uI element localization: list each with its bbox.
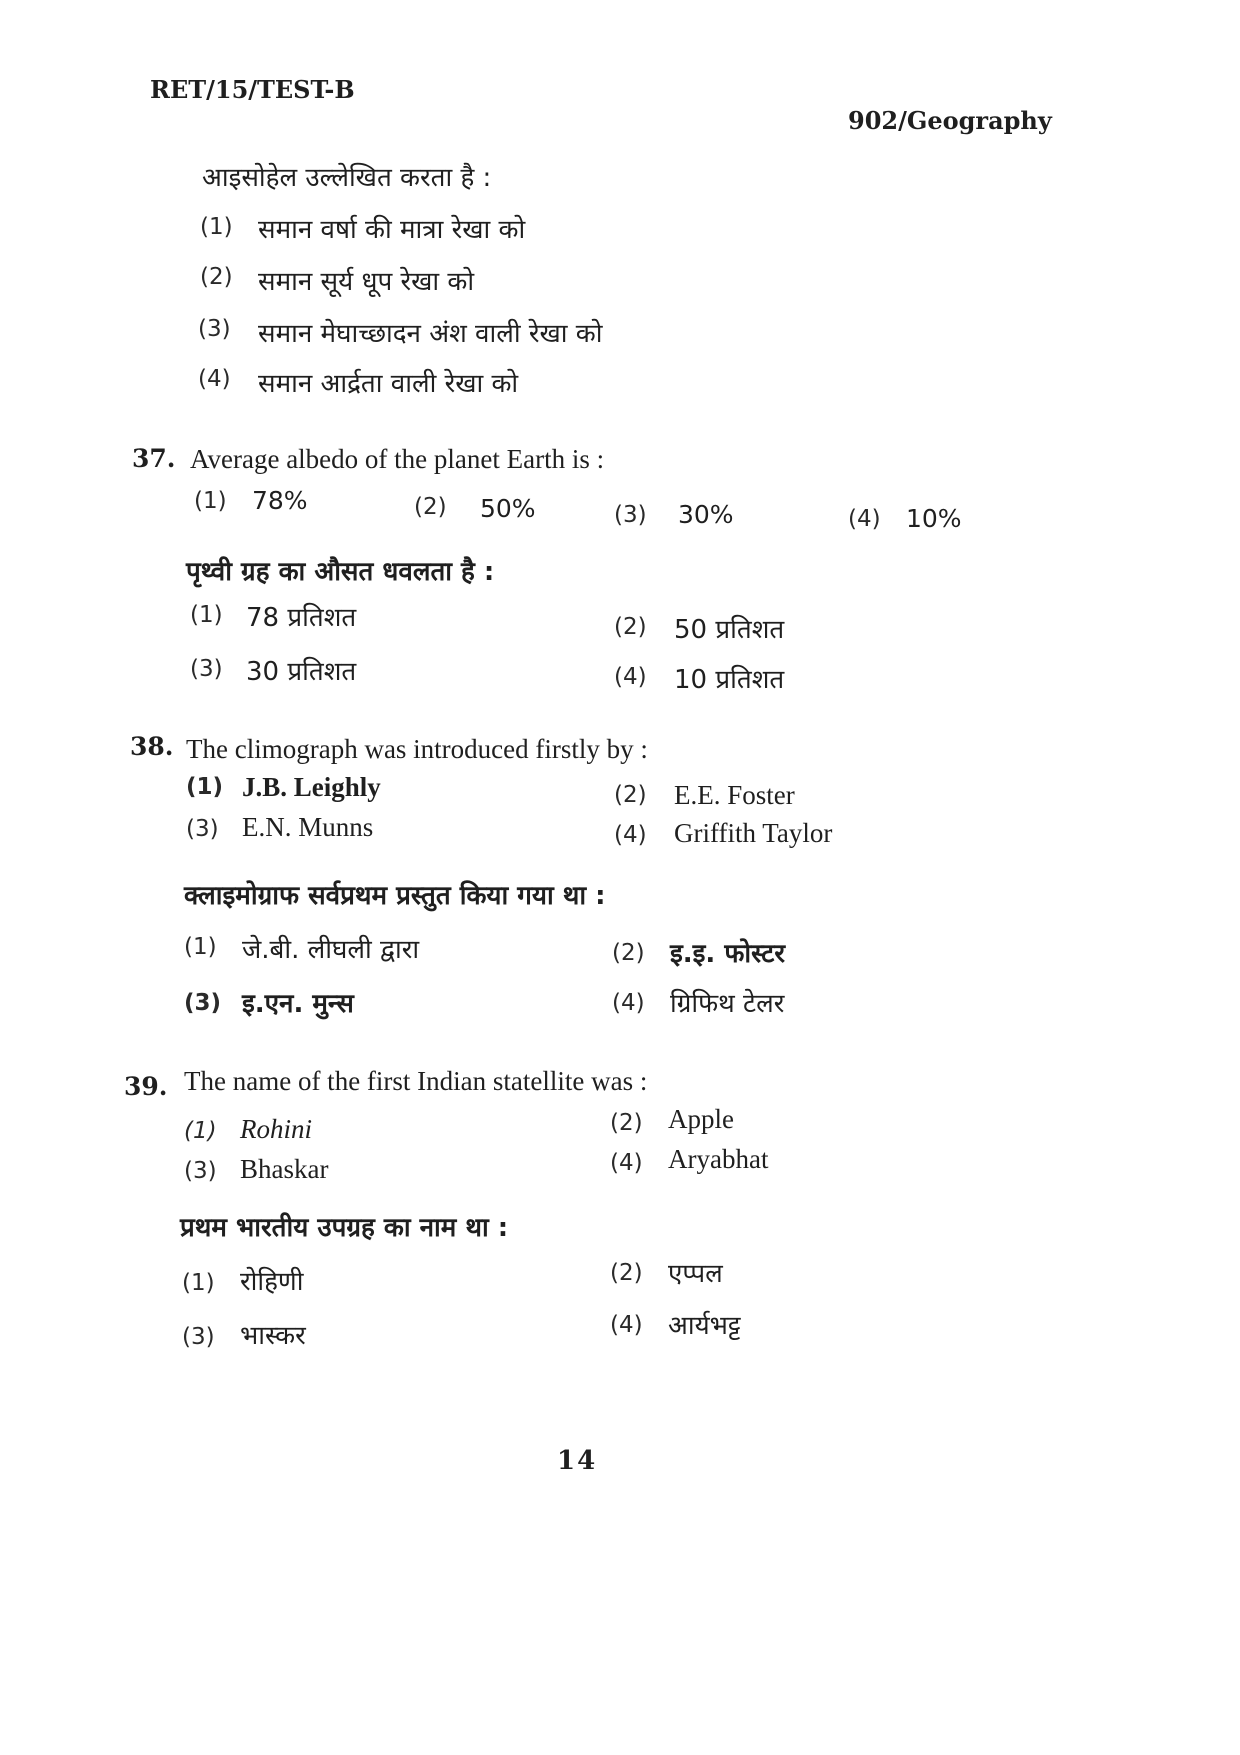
q39-hindi-option-3-number: (3) (182, 1324, 215, 1350)
q37-hindi-option-3-number: (3) (190, 656, 223, 682)
q37-option-1-text: 78% (252, 486, 308, 515)
q36-hindi-option-1-number: (1) (200, 214, 233, 240)
q37-hindi-option-3-text: 30 प्रतिशत (246, 657, 357, 687)
q38-option-3-number: (3) (186, 816, 219, 842)
q39-hindi-option-4-number: (4) (610, 1312, 643, 1338)
q38-hindi-option-3-number: (3) (184, 990, 222, 1016)
q39-option-1-text: Rohini (240, 1114, 312, 1144)
q37-number: 37. (132, 444, 176, 473)
q39-hindi-option-4-text: आर्यभट्ट (668, 1311, 741, 1341)
q37-hindi-option-2-text: 50 प्रतिशत (674, 615, 785, 645)
q39-option-4-text: Aryabhat (668, 1144, 769, 1174)
q38-hindi-option-2-text: इ.इ. फोस्टर (670, 939, 785, 969)
q39-number: 39. (124, 1072, 168, 1101)
q38-option-3-text: E.N. Munns (242, 812, 374, 842)
q36-hindi-option-4-text: समान आर्द्रता वाली रेखा को (258, 369, 519, 399)
q38-hindi-option-3-text: इ.एन. मुन्स (242, 989, 354, 1019)
q36-hindi-option-2-text: समान सूर्य धूप रेखा को (258, 267, 475, 297)
q39-hindi-option-1-number: (1) (182, 1270, 215, 1296)
q39-hindi-option-3-text: भास्कर (240, 1321, 306, 1351)
q37-hindi-option-4-text: 10 प्रतिशत (674, 665, 785, 695)
q37-option-3-number: (3) (614, 502, 647, 528)
q37-hindi-option-2-number: (2) (614, 614, 647, 640)
q39-option-2-number: (2) (610, 1110, 643, 1136)
q38-number: 38. (130, 732, 174, 761)
q36-hindi-option-1-text: समान वर्षा की मात्रा रेखा को (258, 215, 526, 245)
q38-option-1-number: (1) (186, 774, 224, 800)
q39-option-4-number: (4) (610, 1150, 643, 1176)
q39-option-1-number: (1) (184, 1118, 217, 1144)
q38-hindi-option-1-text: जे.बी. लीघली द्वारा (242, 935, 420, 965)
q39-hindi-option-1-text: रोहिणी (240, 1267, 304, 1297)
header-right-subject: 902/Geography (848, 106, 1052, 135)
q38-hindi-option-1-number: (1) (184, 934, 217, 960)
q36-hindi-stem: आइसोहेल उल्लेखित करता है : (202, 163, 492, 193)
q37-stem: Average albedo of the planet Earth is : (190, 444, 605, 474)
q37-option-4-text: 10% (906, 504, 962, 533)
q38-hindi-option-4-number: (4) (612, 990, 645, 1016)
q39-option-3-text: Bhaskar (240, 1154, 329, 1184)
q38-hindi-option-2-number: (2) (612, 940, 645, 966)
q38-option-1-text: J.B. Leighly (242, 772, 381, 802)
q37-hindi-option-4-number: (4) (614, 664, 647, 690)
q38-hindi-stem: क्लाइमोग्राफ सर्वप्रथम प्रस्तुत किया गया था : (184, 881, 606, 911)
q39-option-3-number: (3) (184, 1158, 217, 1184)
q39-hindi-stem: प्रथम भारतीय उपग्रह का नाम था : (180, 1213, 509, 1243)
q39-stem: The name of the first Indian statellite was : (184, 1066, 648, 1096)
q36-hindi-option-3-number: (3) (198, 316, 231, 342)
q37-hindi-option-1-text: 78 प्रतिशत (246, 603, 357, 633)
q36-hindi-option-4-number: (4) (198, 366, 231, 392)
q37-option-2-number: (2) (414, 494, 447, 520)
q39-option-2-text: Apple (668, 1104, 734, 1134)
q37-hindi-stem: पृथ्वी ग्रह का औसत धवलता है : (186, 557, 495, 587)
q38-option-4-text: Griffith Taylor (674, 818, 833, 848)
q39-hindi-option-2-text: एप्पल (668, 1259, 723, 1289)
q38-hindi-option-4-text: ग्रिफिथ टेलर (670, 989, 785, 1019)
q38-option-4-number: (4) (614, 822, 647, 848)
q37-option-3-text: 30% (678, 500, 734, 529)
header-left-code: RET/15/TEST-B (150, 75, 355, 104)
q37-option-1-number: (1) (194, 488, 227, 514)
q36-hindi-option-2-number: (2) (200, 264, 233, 290)
page-number: 14 (557, 1446, 598, 1476)
q36-hindi-option-3-text: समान मेघाच्छादन अंश वाली रेखा को (258, 319, 603, 349)
q37-hindi-option-1-number: (1) (190, 602, 223, 628)
q38-option-2-number: (2) (614, 782, 647, 808)
q39-hindi-option-2-number: (2) (610, 1260, 643, 1286)
q37-option-4-number: (4) (848, 506, 881, 532)
q37-option-2-text: 50% (480, 494, 536, 523)
q38-option-2-text: E.E. Foster (674, 780, 795, 810)
q38-stem: The climograph was introduced firstly by : (186, 734, 648, 764)
